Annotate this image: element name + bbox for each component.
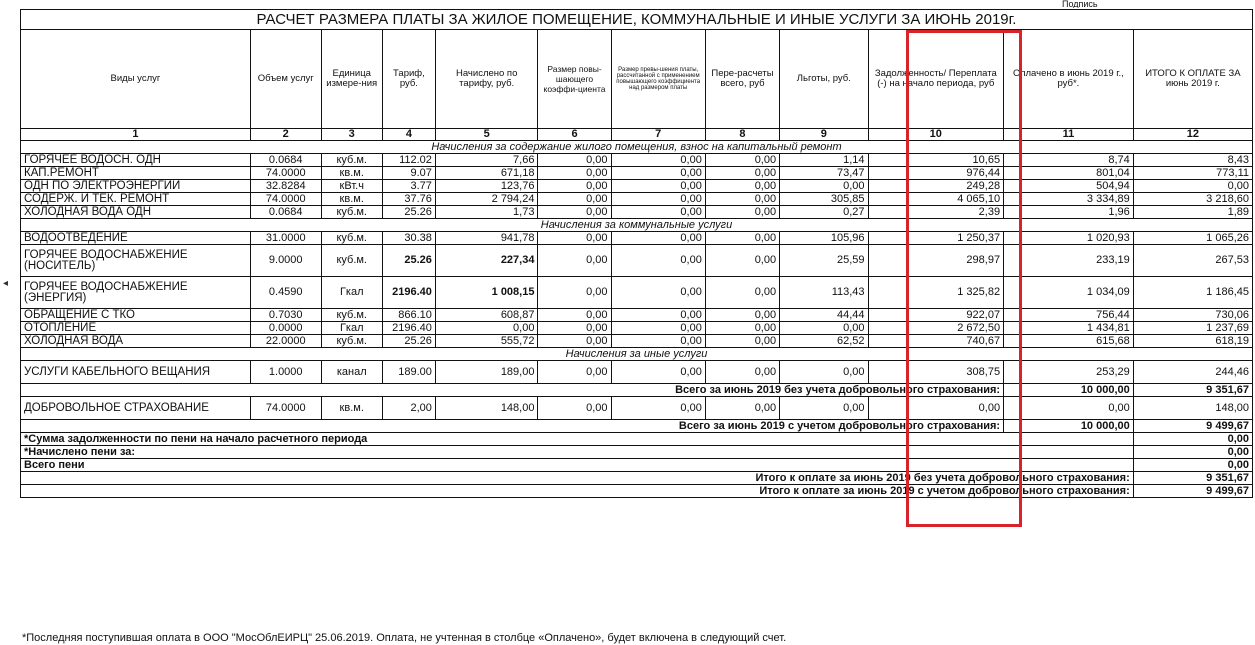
cell-volume: 74.0000: [250, 397, 321, 420]
cell-volume: 9.0000: [250, 245, 321, 277]
cell-excess: 0,00: [611, 322, 705, 335]
cell-paid: 504,94: [1004, 180, 1134, 193]
column-number-row: [21, 129, 1253, 141]
final-total-row: [21, 472, 1253, 485]
cell-total: 1 065,26: [1133, 232, 1252, 245]
cell-unit: куб.м.: [321, 335, 382, 348]
cell-name: УСЛУГИ КАБЕЛЬНОГО ВЕЩАНИЯ: [21, 361, 251, 384]
penalty-row: [21, 433, 1253, 446]
cell-paid: 0,00: [1004, 397, 1134, 420]
cell-debt: 740,67: [868, 335, 1004, 348]
cell-paid: 253,29: [1004, 361, 1134, 384]
cell-tariff: 2196.40: [382, 277, 435, 309]
column-number-6: 6: [538, 129, 611, 141]
cell-total: 148,00: [1133, 397, 1252, 420]
cell-volume: 32.8284: [250, 180, 321, 193]
cell-paid: 3 334,89: [1004, 193, 1134, 206]
column-number-8: 8: [705, 129, 779, 141]
cell-recalc: 0,00: [705, 335, 779, 348]
column-header-12: ИТОГО К ОПЛАТЕ ЗА июнь 2019 г.: [1133, 30, 1252, 129]
penalty-value: 0,00: [1133, 446, 1252, 459]
column-number-1: 1: [21, 129, 251, 141]
total-label: Всего за июнь 2019 без учета добровольного страхования:: [21, 384, 1004, 397]
cell-charged: 123,76: [435, 180, 538, 193]
section-header-row: [21, 348, 1253, 361]
cell-debt: 10,65: [868, 154, 1004, 167]
cell-recalc: 0,00: [705, 167, 779, 180]
final-total-label: Итого к оплате за июнь 2019 с учетом добровольного страхования:: [21, 485, 1134, 498]
cell-name: ОБРАЩЕНИЕ С ТКО: [21, 309, 251, 322]
cell-total: 773,11: [1133, 167, 1252, 180]
service-row: [21, 245, 1253, 277]
cell-paid: 1,96: [1004, 206, 1134, 219]
cell-benefits: 113,43: [780, 277, 868, 309]
cell-total: 730,06: [1133, 309, 1252, 322]
cell-coef: 0,00: [538, 309, 611, 322]
cell-coef: 0,00: [538, 180, 611, 193]
total-without-insurance-row: [21, 384, 1253, 397]
cell-coef: 0,00: [538, 245, 611, 277]
margin-arrow-icon: ◂: [3, 278, 9, 289]
cell-name: ОДН ПО ЭЛЕКТРОЭНЕРГИИ: [21, 180, 251, 193]
column-header-3: Единица измере-ния: [321, 30, 382, 129]
column-header-7: Размер превы-шения платы, рассчитанной с применением повышающего коэффициента над размером платы: [611, 30, 705, 129]
cell-tariff: 25.26: [382, 245, 435, 277]
cell-name: ГОРЯЧЕЕ ВОДОСНАБЖЕНИЕ (НОСИТЕЛЬ): [21, 245, 251, 277]
cell-coef: 0,00: [538, 277, 611, 309]
section-header-row: [21, 141, 1253, 154]
cell-name: СОДЕРЖ. И ТЕК. РЕМОНТ: [21, 193, 251, 206]
cell-unit: кВт.ч: [321, 180, 382, 193]
cell-tariff: 866.10: [382, 309, 435, 322]
top-note: Подпись: [1062, 0, 1098, 8]
cell-unit: канал: [321, 361, 382, 384]
cell-excess: 0,00: [611, 232, 705, 245]
cell-benefits: 0,00: [780, 397, 868, 420]
service-row: [21, 193, 1253, 206]
section-title: Начисления за иные услуги: [21, 348, 1253, 361]
service-row: [21, 154, 1253, 167]
column-number-4: 4: [382, 129, 435, 141]
cell-name: ГОРЯЧЕЕ ВОДОСН. ОДН: [21, 154, 251, 167]
cell-coef: 0,00: [538, 322, 611, 335]
cell-tariff: 9.07: [382, 167, 435, 180]
cell-benefits: 105,96: [780, 232, 868, 245]
cell-excess: 0,00: [611, 277, 705, 309]
cell-debt: 2 672,50: [868, 322, 1004, 335]
cell-recalc: 0,00: [705, 180, 779, 193]
cell-benefits: 1,14: [780, 154, 868, 167]
cell-excess: 0,00: [611, 397, 705, 420]
cell-benefits: 305,85: [780, 193, 868, 206]
cell-name: КАП.РЕМОНТ: [21, 167, 251, 180]
final-total-value: 9 351,67: [1133, 472, 1252, 485]
final-total-value: 9 499,67: [1133, 485, 1252, 498]
penalty-label: *Сумма задолженности по пени на начало расчетного периода: [21, 433, 1134, 446]
cell-unit: куб.м.: [321, 232, 382, 245]
cell-charged: 1,73: [435, 206, 538, 219]
cell-charged: 189,00: [435, 361, 538, 384]
cell-volume: 0.7030: [250, 309, 321, 322]
total-sum: 9 351,67: [1133, 384, 1252, 397]
cell-paid: 8,74: [1004, 154, 1134, 167]
cell-unit: кв.м.: [321, 167, 382, 180]
penalty-row: [21, 446, 1253, 459]
total-label: Всего за июнь 2019 с учетом добровольного страхования:: [21, 420, 1004, 433]
column-header-6: Размер повы-шающего коэффи-циента: [538, 30, 611, 129]
cell-benefits: 62,52: [780, 335, 868, 348]
cell-charged: 1 008,15: [435, 277, 538, 309]
cell-total: 618,19: [1133, 335, 1252, 348]
cell-benefits: 0,00: [780, 361, 868, 384]
column-header-1: Виды услуг: [21, 30, 251, 129]
cell-benefits: 0,00: [780, 322, 868, 335]
cell-tariff: 112.02: [382, 154, 435, 167]
document-title: РАСЧЕТ РАЗМЕРА ПЛАТЫ ЗА ЖИЛОЕ ПОМЕЩЕНИЕ, КОММУНАЛЬНЫЕ И ИНЫЕ УСЛУГИ ЗА ИЮНЬ 2019г.: [21, 10, 1253, 30]
cell-tariff: 30.38: [382, 232, 435, 245]
cell-tariff: 3.77: [382, 180, 435, 193]
cell-charged: 148,00: [435, 397, 538, 420]
penalty-value: 0,00: [1133, 459, 1252, 472]
cell-unit: кв.м.: [321, 193, 382, 206]
cell-name: ХОЛОДНАЯ ВОДА: [21, 335, 251, 348]
cell-excess: 0,00: [611, 245, 705, 277]
cell-volume: 0.0684: [250, 206, 321, 219]
cell-total: 0,00: [1133, 180, 1252, 193]
cell-debt: 249,28: [868, 180, 1004, 193]
cell-total: 1 237,69: [1133, 322, 1252, 335]
cell-charged: 2 794,24: [435, 193, 538, 206]
cell-volume: 0.0000: [250, 322, 321, 335]
cell-volume: 31.0000: [250, 232, 321, 245]
column-header-2: Объем услуг: [250, 30, 321, 129]
cell-charged: 608,87: [435, 309, 538, 322]
cell-benefits: 0,27: [780, 206, 868, 219]
cell-name: ОТОПЛЕНИЕ: [21, 322, 251, 335]
payment-calculation-table: [20, 9, 1253, 498]
cell-tariff: 189.00: [382, 361, 435, 384]
cell-debt: 4 065,10: [868, 193, 1004, 206]
final-total-row: [21, 485, 1253, 498]
cell-coef: 0,00: [538, 154, 611, 167]
total-with-insurance-row: [21, 420, 1253, 433]
cell-excess: 0,00: [611, 154, 705, 167]
cell-volume: 74.0000: [250, 167, 321, 180]
cell-charged: 7,66: [435, 154, 538, 167]
cell-unit: куб.м.: [321, 245, 382, 277]
column-header-9: Льготы, руб.: [780, 30, 868, 129]
cell-volume: 0.4590: [250, 277, 321, 309]
cell-tariff: 2196.40: [382, 322, 435, 335]
cell-coef: 0,00: [538, 206, 611, 219]
cell-charged: 0,00: [435, 322, 538, 335]
total-paid: 10 000,00: [1004, 420, 1134, 433]
penalty-row: [21, 459, 1253, 472]
cell-total: 1,89: [1133, 206, 1252, 219]
column-header-5: Начислено по тарифу, руб.: [435, 30, 538, 129]
cell-charged: 227,34: [435, 245, 538, 277]
service-row: [21, 335, 1253, 348]
cell-total: 3 218,60: [1133, 193, 1252, 206]
cell-benefits: 25,59: [780, 245, 868, 277]
cell-name: ВОДООТВЕДЕНИЕ: [21, 232, 251, 245]
cell-debt: 1 250,37: [868, 232, 1004, 245]
cell-debt: 976,44: [868, 167, 1004, 180]
cell-coef: 0,00: [538, 167, 611, 180]
cell-coef: 0,00: [538, 232, 611, 245]
column-number-10: 10: [868, 129, 1004, 141]
cell-recalc: 0,00: [705, 154, 779, 167]
cell-debt: 0,00: [868, 397, 1004, 420]
cell-paid: 615,68: [1004, 335, 1134, 348]
cell-coef: 0,00: [538, 193, 611, 206]
total-paid: 10 000,00: [1004, 384, 1134, 397]
penalty-value: 0,00: [1133, 433, 1252, 446]
cell-excess: 0,00: [611, 180, 705, 193]
section-header-row: [21, 219, 1253, 232]
column-number-12: 12: [1133, 129, 1252, 141]
cell-paid: 1 034,09: [1004, 277, 1134, 309]
cell-total: 267,53: [1133, 245, 1252, 277]
total-sum: 9 499,67: [1133, 420, 1252, 433]
cell-benefits: 73,47: [780, 167, 868, 180]
cell-debt: 308,75: [868, 361, 1004, 384]
cell-total: 1 186,45: [1133, 277, 1252, 309]
column-number-5: 5: [435, 129, 538, 141]
cell-tariff: 37.76: [382, 193, 435, 206]
cell-excess: 0,00: [611, 206, 705, 219]
section-title: Начисления за содержание жилого помещения, взнос на капитальный ремонт: [21, 141, 1253, 154]
cell-charged: 941,78: [435, 232, 538, 245]
service-row: [21, 277, 1253, 309]
cell-charged: 555,72: [435, 335, 538, 348]
cell-coef: 0,00: [538, 361, 611, 384]
cell-paid: 756,44: [1004, 309, 1134, 322]
service-row: [21, 206, 1253, 219]
header-row: [21, 30, 1253, 129]
column-number-9: 9: [780, 129, 868, 141]
column-header-10: Задолженность/ Переплата (-) на начало периода, руб: [868, 30, 1004, 129]
column-number-7: 7: [611, 129, 705, 141]
cell-unit: куб.м.: [321, 309, 382, 322]
cell-total: 8,43: [1133, 154, 1252, 167]
column-number-3: 3: [321, 129, 382, 141]
penalty-label: Всего пени: [21, 459, 1134, 472]
cell-paid: 1 434,81: [1004, 322, 1134, 335]
service-row: [21, 322, 1253, 335]
cell-coef: 0,00: [538, 335, 611, 348]
cell-total: 244,46: [1133, 361, 1252, 384]
cell-paid: 1 020,93: [1004, 232, 1134, 245]
cell-name: ХОЛОДНАЯ ВОДА ОДН: [21, 206, 251, 219]
cell-debt: 2,39: [868, 206, 1004, 219]
service-row: [21, 180, 1253, 193]
insurance-row: [21, 397, 1253, 420]
cell-excess: 0,00: [611, 309, 705, 322]
cell-recalc: 0,00: [705, 322, 779, 335]
cell-tariff: 25.26: [382, 206, 435, 219]
cell-excess: 0,00: [611, 167, 705, 180]
cell-recalc: 0,00: [705, 232, 779, 245]
column-header-11: Оплачено в июнь 2019 г., руб*.: [1004, 30, 1134, 129]
cell-charged: 671,18: [435, 167, 538, 180]
cell-benefits: 0,00: [780, 180, 868, 193]
cell-benefits: 44,44: [780, 309, 868, 322]
cell-recalc: 0,00: [705, 309, 779, 322]
cell-recalc: 0,00: [705, 245, 779, 277]
cell-coef: 0,00: [538, 397, 611, 420]
cell-unit: куб.м.: [321, 206, 382, 219]
cell-debt: 922,07: [868, 309, 1004, 322]
cell-recalc: 0,00: [705, 206, 779, 219]
column-number-2: 2: [250, 129, 321, 141]
footnote: *Последняя поступившая оплата в ООО "МосОблЕИРЦ" 25.06.2019. Оплата, не учтенная в столбце «Оплачено», будет включена в следующий счет.: [22, 632, 787, 644]
cell-volume: 22.0000: [250, 335, 321, 348]
cell-tariff: 25.26: [382, 335, 435, 348]
cell-unit: Гкал: [321, 322, 382, 335]
cell-excess: 0,00: [611, 335, 705, 348]
column-header-8: Пере-расчеты всего, руб: [705, 30, 779, 129]
section-title: Начисления за коммунальные услуги: [21, 219, 1253, 232]
cell-unit: кв.м.: [321, 397, 382, 420]
cell-debt: 298,97: [868, 245, 1004, 277]
cell-volume: 0.0684: [250, 154, 321, 167]
cell-unit: Гкал: [321, 277, 382, 309]
column-number-11: 11: [1004, 129, 1134, 141]
cell-name: ГОРЯЧЕЕ ВОДОСНАБЖЕНИЕ (ЭНЕРГИЯ): [21, 277, 251, 309]
service-row: [21, 361, 1253, 384]
cell-recalc: 0,00: [705, 397, 779, 420]
service-row: [21, 309, 1253, 322]
final-total-label: Итого к оплате за июнь 2019 без учета добровольного страхования:: [21, 472, 1134, 485]
cell-recalc: 0,00: [705, 361, 779, 384]
cell-paid: 801,04: [1004, 167, 1134, 180]
column-header-4: Тариф, руб.: [382, 30, 435, 129]
cell-excess: 0,00: [611, 361, 705, 384]
cell-unit: куб.м.: [321, 154, 382, 167]
cell-excess: 0,00: [611, 193, 705, 206]
cell-recalc: 0,00: [705, 193, 779, 206]
cell-volume: 1.0000: [250, 361, 321, 384]
penalty-label: *Начислено пени за:: [21, 446, 1134, 459]
cell-name: ДОБРОВОЛЬНОЕ СТРАХОВАНИЕ: [21, 397, 251, 420]
cell-paid: 233,19: [1004, 245, 1134, 277]
cell-tariff: 2,00: [382, 397, 435, 420]
service-row: [21, 167, 1253, 180]
cell-debt: 1 325,82: [868, 277, 1004, 309]
service-row: [21, 232, 1253, 245]
cell-volume: 74.0000: [250, 193, 321, 206]
cell-recalc: 0,00: [705, 277, 779, 309]
